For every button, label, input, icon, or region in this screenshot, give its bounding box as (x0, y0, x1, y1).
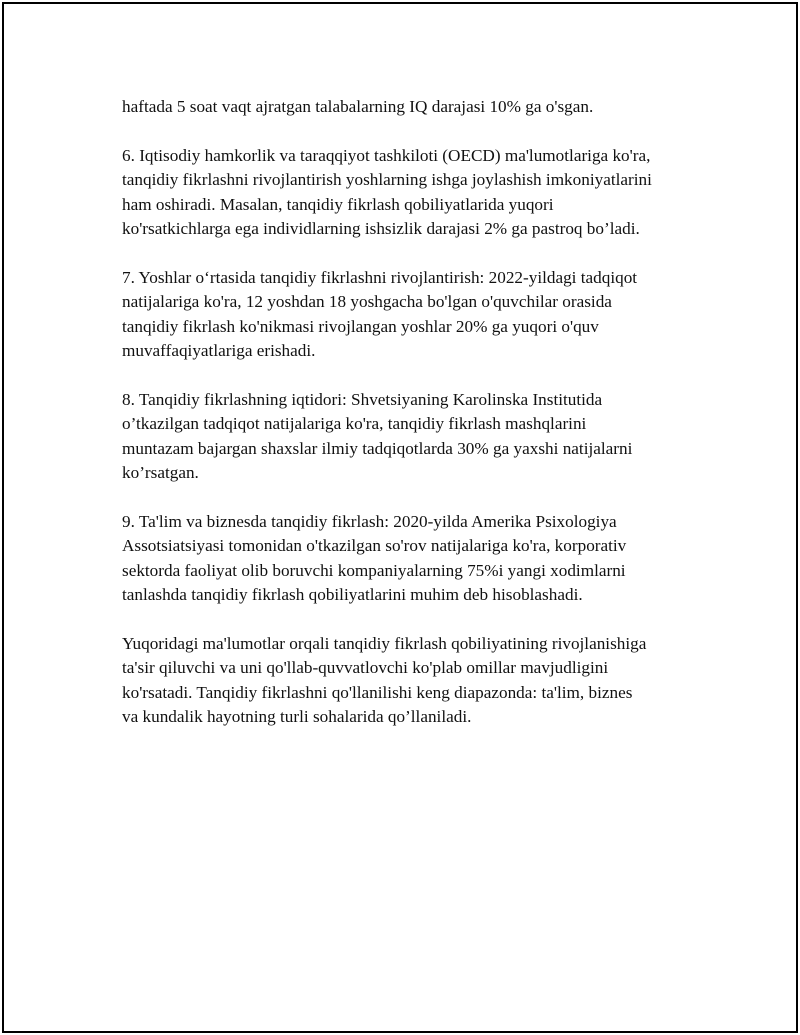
paragraph-continuation: haftada 5 soat vaqt ajratgan talabalarning IQ darajasi 10% ga o'sgan. (122, 97, 594, 116)
page-frame (2, 2, 798, 1033)
paragraph-item-6-oecd: 6. Iqtisodiy hamkorlik va taraqqiyot tashkiloti (OECD) ma'lumotlariga ko'ra, tanqidiy fikrlashni rivojlantirish yoshlarning ishga joylashish imkoniyatlarini ham oshiradi. Masalan, tanqidiy fikrlash qobiliyatlarida yuqori ko'rsatkichlarga ega individlarning ishsizlik darajasi 2% ga pastroq bo’ladi. (122, 145, 652, 239)
document-body (122, 95, 712, 754)
paragraph-item-8-karolinska: 8. Tanqidiy fikrlashning iqtidori: Shvetsiyaning Karolinska Institutida o’tkazilgan tadqiqot natijalariga ko'ra, tanqidiy fikrlash mashqlarini muntazam bajargan shaxslar ilmiy tadqiqotlarda 30% ga yaxshi natijalarni ko’rsatgan. (122, 389, 633, 483)
paragraph-item-9-business: 9. Ta'lim va biznesda tanqidiy fikrlash: 2020-yilda Amerika Psixologiya Assotsiatsiyasi tomonidan o'tkazilgan so'rov natijalariga ko'ra, korporativ sektorda faoliyat olib boruvchi kompaniyalarning 75%i yangi xodimlarni tanlashda tanqidiy fikrlash qobiliyatlarini muhim deb hisoblashadi. (122, 511, 627, 605)
paragraph-item-7-youth: 7. Yoshlar o‘rtasida tanqidiy fikrlashni rivojlantirish: 2022-yildagi tadqiqot natijalariga ko'ra, 12 yoshdan 18 yoshgacha bo'lgan o'quvchilar orasida tanqidiy fikrlash ko'nikmasi rivojlangan yoshlar 20% ga yuqori o'quv muvaffaqiyatlariga erishadi. (122, 267, 638, 361)
paragraph-conclusion: Yuqoridagi ma'lumotlar orqali tanqidiy fikrlash qobiliyatining rivojlanishiga ta'sir qiluvchi va uni qo'llab-quvvatlovchi ko'plab omillar mavjudligini ko'rsatadi. Tanqidiy fikrlashni qo'llanilishi keng diapazonda: ta'lim, biznes va kundalik hayotning turli sohalarida qo’llaniladi. (122, 633, 647, 727)
